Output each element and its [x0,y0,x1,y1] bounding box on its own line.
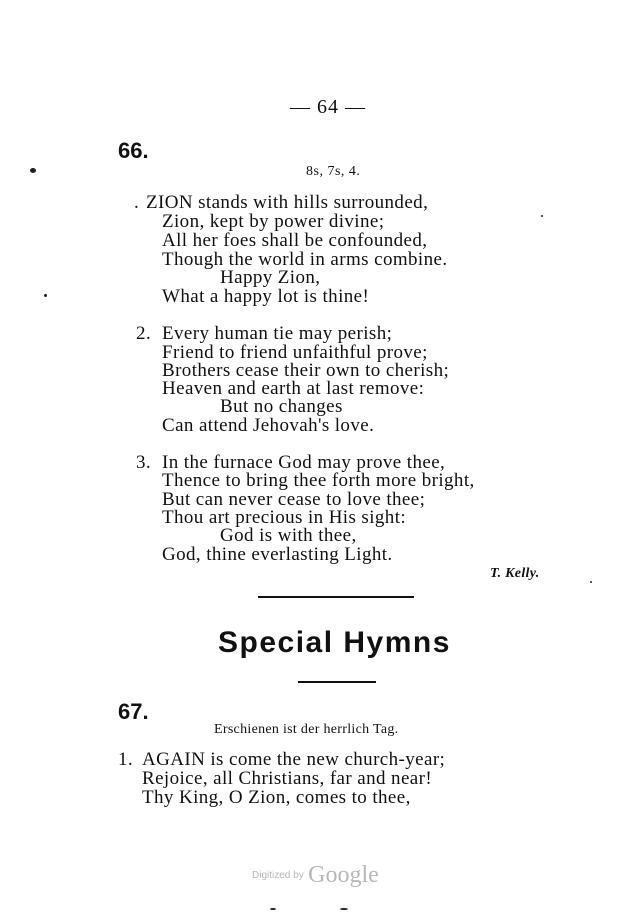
page-number: — 64 — [290,96,366,118]
verse-refrain: Happy Zion, [220,267,321,288]
verse-number: 2. [136,323,152,344]
verse-number: 3. [136,452,152,473]
verse-refrain: God is with thee, [220,525,357,546]
verse-number: 1. [118,749,134,770]
verse-line: Thence to bring thee forth more bright, [162,470,475,491]
verse-number: . [134,192,140,213]
verse-line: But can never cease to love thee; [162,489,426,510]
verse-line: Can attend Jehovah's love. [162,415,375,436]
verse-line: Though the world in arms combine. [162,249,448,270]
digitized-watermark [252,862,379,889]
verse-line: All her foes shall be confounded, [162,230,428,251]
scan-speck [590,581,592,583]
verse-line: God, thine everlasting Light. [162,544,393,565]
verse-line: AGAIN is come the new church-year; [142,749,446,770]
hymn-meter: 8s, 7s, 4. [306,164,361,179]
verse-line: ZION stands with hills surrounded, [146,192,429,213]
scan-speck [340,908,348,910]
google-logo: Google [308,862,379,888]
scan-speck [541,215,543,217]
hymn-author: T. Kelly. [490,566,540,581]
scan-speck [270,908,276,910]
verse-line: What a happy lot is thine! [162,286,370,307]
divider-rule [258,596,414,598]
hymn-number: 67. [118,699,149,724]
verse-line: Friend to friend unfaithful prove; [162,342,428,363]
divider-rule [298,681,376,683]
verse-line: Every human tie may perish; [162,323,393,344]
verse-refrain: But no changes [220,396,343,417]
hymn-number: 66. [118,138,149,163]
verse-line: Heaven and earth at last remove: [162,378,425,399]
verse-line: Brothers cease their own to cherish; [162,360,450,381]
watermark-prefix: Digitized by [252,870,304,881]
verse-line: Zion, kept by power divine; [162,211,385,232]
verse-line: Thou art precious in His sight: [162,507,407,528]
verse-line: Rejoice, all Christians, far and near! [142,768,433,789]
verse-line: In the furnace God may prove thee, [162,452,446,473]
verse-line: Thy King, O Zion, comes to thee, [142,787,411,808]
scan-speck [44,294,47,297]
section-title: Special Hymns [218,626,451,659]
hymn-tune: Erschienen ist der herrlich Tag. [214,722,399,737]
scan-speck [30,168,36,173]
